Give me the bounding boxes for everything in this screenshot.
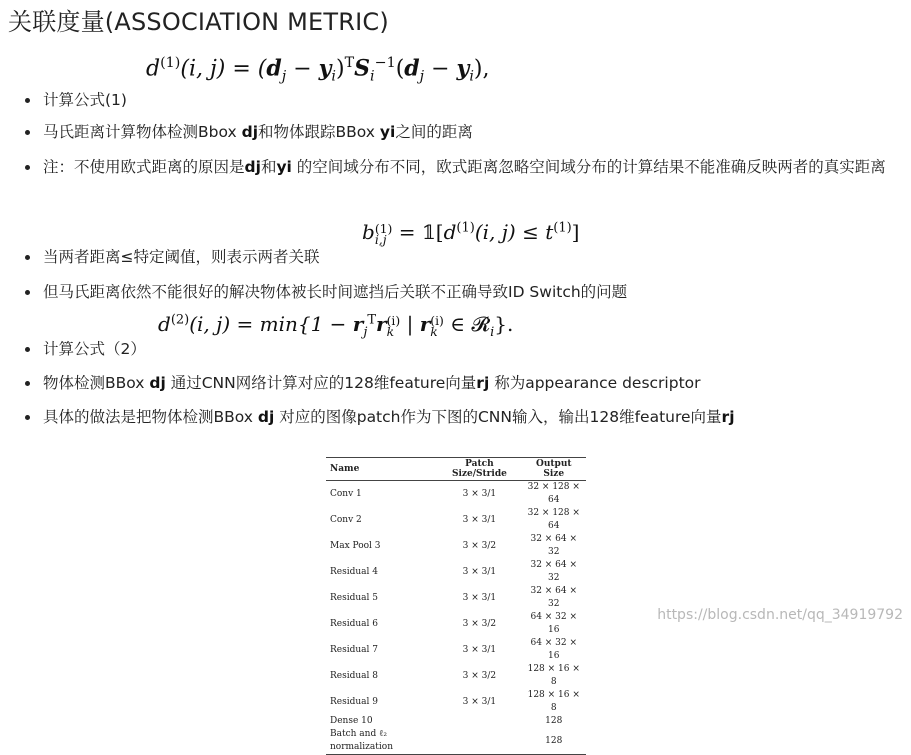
table-cell: 3 × 3/1 [462, 696, 497, 707]
table-header-row [326, 458, 586, 481]
table-row [326, 637, 586, 663]
table-cell: 64 × 32 × 16 [530, 612, 578, 635]
table-cell: Conv 2 [330, 514, 362, 525]
table-row [326, 507, 586, 533]
table-cell: 3 × 3/2 [462, 618, 497, 629]
table-cell: Residual 8 [330, 670, 378, 681]
table-cell: Residual 4 [330, 566, 378, 577]
column-header: Patch Size/Stride [437, 458, 521, 481]
list-item: 物体检测BBox dj 通过CNN网络计算对应的128维feature向量rj 称为appearance descriptor [25, 370, 701, 396]
table-cell [437, 715, 521, 728]
table-cell: 32 × 128 × 64 [527, 482, 580, 505]
table-cell [437, 728, 521, 755]
table-cell: Residual 6 [330, 618, 378, 629]
cnn-architecture-table [326, 457, 586, 755]
page-title: 关联度量(ASSOCIATION METRIC) [8, 8, 389, 36]
list-item: 马氏距离计算物体检测Bbox dj和物体跟踪BBox yi之间的距离 [25, 119, 473, 145]
list-item: 当两者距离≤特定阈值，则表示两者关联 [25, 244, 320, 270]
table-row [326, 715, 586, 728]
table-row [326, 663, 586, 689]
table-cell: 128 [522, 728, 586, 755]
table-cell: 3 × 3/1 [462, 566, 497, 577]
table-cell: 3 × 3/1 [462, 592, 497, 603]
list-item: 具体的做法是把物体检测BBox dj 对应的图像patch作为下图的CNN输入，输出128维feature向量rj [25, 404, 735, 430]
list-item: 计算公式（2） [25, 336, 146, 362]
table-cell: 3 × 3/2 [462, 540, 497, 551]
table-cell: 32 × 64 × 32 [530, 586, 578, 609]
table-cell: Batch and ℓ₂ normalization [326, 728, 437, 755]
list-item: 但马氏距离依然不能很好的解决物体被长时间遮挡后关联不正确导致ID Switch的问题 [25, 279, 627, 305]
table-cell: 32 × 64 × 32 [530, 560, 578, 583]
list-item: 注：不使用欧式距离的原因是dj和yi 的空间域分布不同，欧式距离忽略空间域分布的计算结果不能准确反映两者的真实距离 [25, 154, 905, 180]
table-row [326, 481, 586, 508]
table-cell: 3 × 3/1 [462, 514, 497, 525]
threshold-formula: b (1) i,j = $𝟙[d^{(1)}(i$, $j) \le t^{(1)}$] [362, 220, 580, 247]
mahalanobis-formula: $d^{(1)}(i$, $j) = (d_j - y_i)^TS_i^{-1}(d_j - y_i)$, [146, 55, 490, 85]
column-header: Name [326, 458, 437, 481]
table-cell: 3 × 3/2 [462, 670, 497, 681]
table-cell: 32 × 128 × 64 [527, 508, 580, 531]
table-cell: Residual 9 [330, 696, 378, 707]
table-cell: Max Pool 3 [330, 540, 381, 551]
table-row [326, 689, 586, 715]
table-cell: 64 × 32 × 16 [530, 638, 578, 661]
table-row [326, 728, 586, 755]
watermark: https://blog.csdn.net/qq_34919792 [657, 607, 903, 623]
table-cell: 128 × 16 × 8 [527, 690, 580, 713]
table-row [326, 585, 586, 611]
table-row [326, 533, 586, 559]
table-cell: 3 × 3/1 [462, 644, 497, 655]
cosine-distance-formula: $d^{(2)}(i$, $j) = \min\{1 - r_j^Tr$ (i) k | r (i) k ∈ 𝓡$_i$}. [158, 312, 514, 340]
column-header: Output Size [522, 458, 586, 481]
list-item: 计算公式(1) [25, 87, 127, 113]
table-cell: 128 [545, 716, 563, 726]
table-cell: Conv 1 [330, 488, 362, 499]
table-cell: 32 × 64 × 32 [530, 534, 578, 557]
table-cell: 128 × 16 × 8 [527, 664, 580, 687]
table-row [326, 559, 586, 585]
table-row [326, 611, 586, 637]
table-cell: 3 × 3/1 [462, 488, 497, 499]
table-cell: Residual 5 [330, 592, 378, 603]
table-cell: Dense 10 [330, 716, 373, 726]
table-cell: Residual 7 [330, 644, 378, 655]
